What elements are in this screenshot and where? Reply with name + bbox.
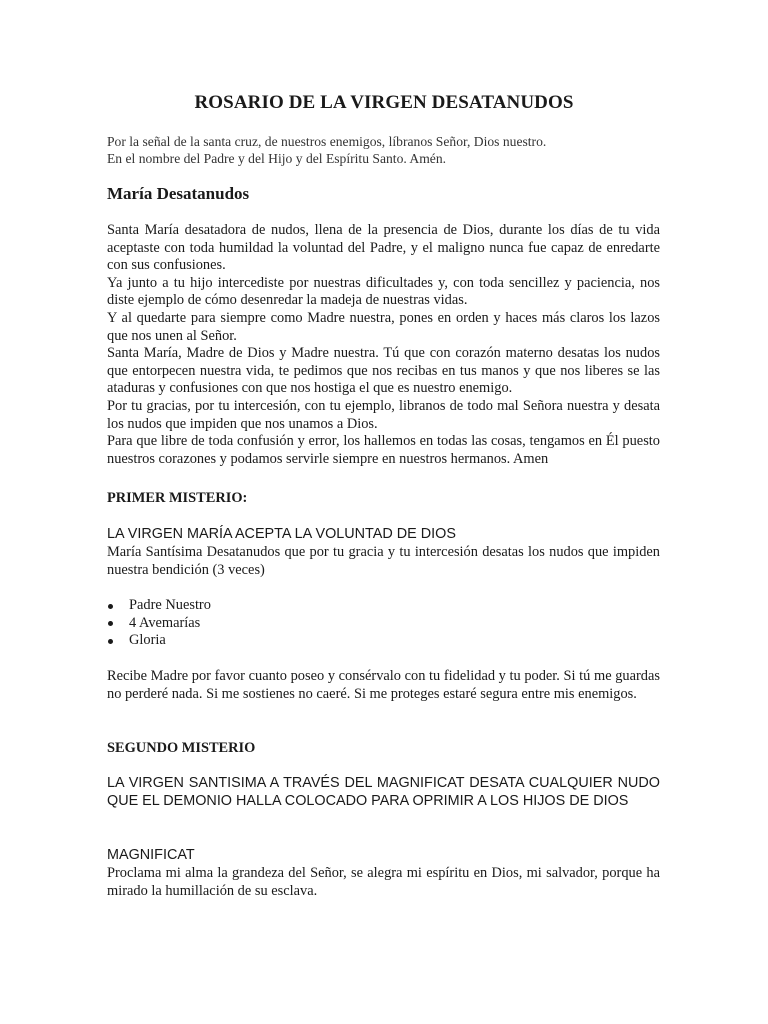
bullet-icon <box>108 621 113 626</box>
section-heading: María Desatanudos <box>107 184 250 203</box>
intro-line-1: Por la señal de la santa cruz, de nuestros enemigos, líbranos Señor, Dios nuestro. <box>107 134 547 149</box>
prayer-paragraph: Santa María, Madre de Dios y Madre nuestra. Tú que con corazón materno desatas los nudos que entorpecen nuestra vida, te pedimos que nos recibas en tus manos y que nos liberes se las ataduras y confusiones con que nos hostiga el que es nuestro enemigo. <box>107 345 660 397</box>
prayer-paragraph: Por tu gracias, por tu intercesión, con tu ejemplo, libranos de todo mal Señora nuestra y desata los nudos que impiden que nos unamos a Dios. <box>107 397 660 432</box>
intro-block <box>107 133 667 167</box>
prayer-paragraph: Ya junto a tu hijo intercediste por nuestras dificultades y, con toda sencillez y paciencia, nos diste ejemplo de cómo desenredar la madeja de nuestras vidas. <box>107 274 660 309</box>
prayer-block <box>107 222 660 468</box>
second-mystery-heading: SEGUNDO MISTERIO <box>107 740 256 756</box>
list-item-label: Padre Nuestro <box>129 597 211 613</box>
list-item <box>107 615 211 633</box>
first-mystery-subtitle: LA VIRGEN MARÍA ACEPTA LA VOLUNTAD DE DIOS <box>107 526 456 542</box>
document-title: ROSARIO DE LA VIRGEN DESATANUDOS <box>194 92 574 113</box>
bullet-icon <box>108 604 113 609</box>
first-mystery-bullet-list <box>107 597 211 650</box>
list-item <box>107 597 211 615</box>
prayer-paragraph: Y al quedarte para siempre como Madre nuestra, pones en orden y haces más claros los lazos que nos unen al Señor. <box>107 309 660 344</box>
list-item <box>107 632 211 650</box>
prayer-paragraph: Para que libre de toda confusión y error, los hallemos en todas las cosas, tengamos en Él puesto nuestros corazones y podamos servirle siempre en nuestros hermanos. Amen <box>107 433 660 467</box>
list-item-label: Gloria <box>129 632 166 649</box>
first-mystery-invocation: María Santísima Desatanudos que por tu gracia y tu intercesión desatas los nudos que impiden nuestra bendición (3 veces) <box>107 544 660 578</box>
magnificat-label: MAGNIFICAT <box>107 847 195 863</box>
first-mystery-heading: PRIMER MISTERIO: <box>107 490 248 506</box>
list-item-label: 4 Avemarías <box>129 614 201 631</box>
first-mystery-closing: Recibe Madre por favor cuanto poseo y consérvalo con tu fidelidad y tu poder. Si tú me guardas no perderé nada. Si me sostienes no caeré. Si me proteges estaré segura entre mis enemigos. <box>107 668 660 702</box>
second-mystery-subtitle: LA VIRGEN SANTISIMA A TRAVÉS DEL MAGNIFICAT DESATA CUALQUIER NUDO QUE EL DEMONIO HALLA COLOCADO PARA OPRIMIR A LOS HIJOS DE DIOS <box>107 775 660 809</box>
prayer-paragraph: Santa María desatadora de nudos, llena de la presencia de Dios, durante los días de tu vida aceptaste con toda humildad la voluntad del Padre, y el maligno nunca fue capaz de enredarte con sus confusiones. <box>107 222 660 274</box>
magnificat-text: Proclama mi alma la grandeza del Señor, se alegra mi espíritu en Dios, mi salvador, porque ha mirado la humillación de su esclava. <box>107 865 660 899</box>
bullet-icon <box>108 639 113 644</box>
intro-line-2: En el nombre del Padre y del Hijo y del Espíritu Santo. Amén. <box>107 151 447 166</box>
